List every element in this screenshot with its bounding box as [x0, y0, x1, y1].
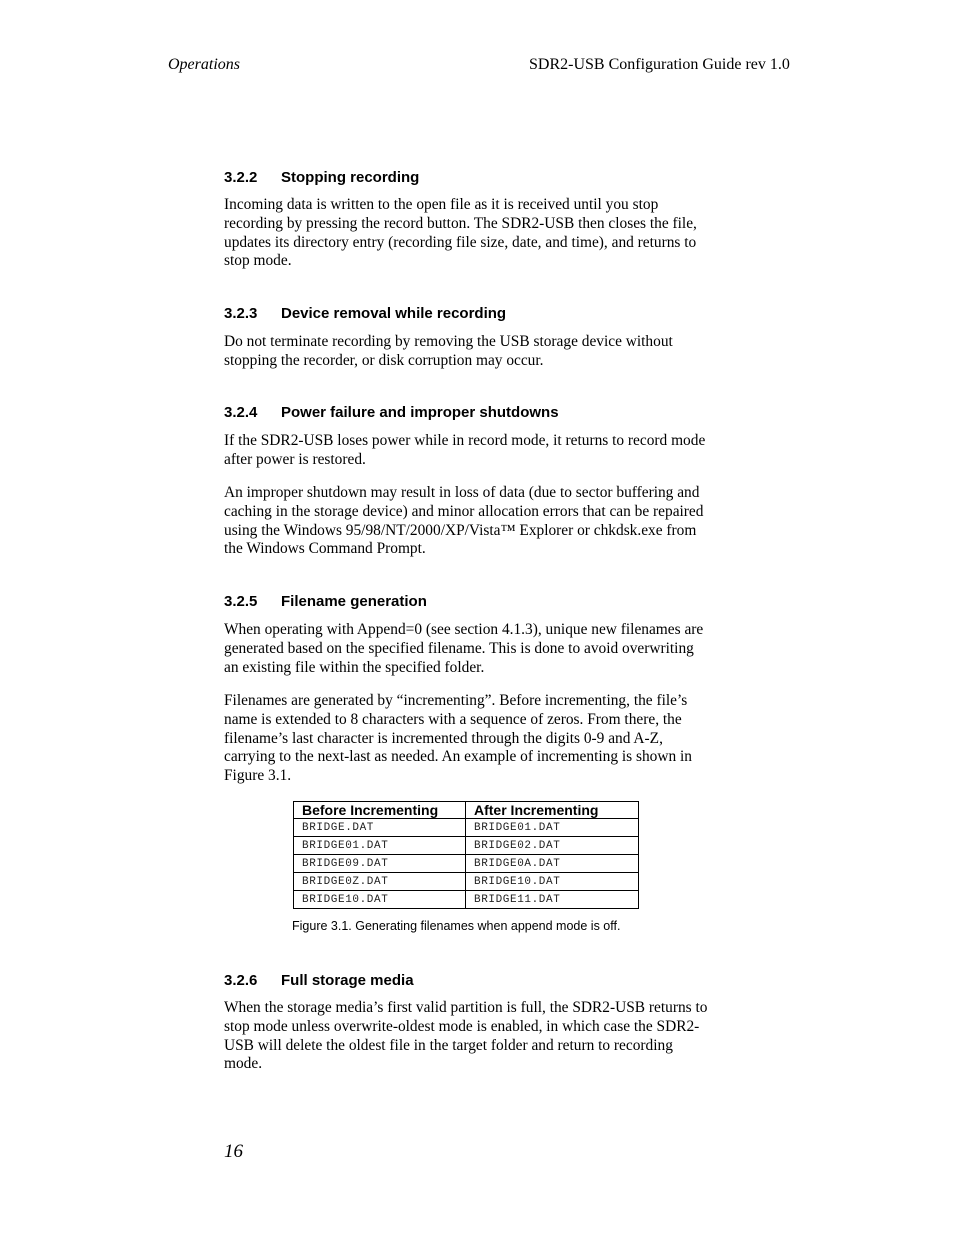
after-filename: BRIDGE02.DAT — [466, 837, 639, 855]
section-title: Stopping recording — [281, 169, 420, 186]
table-row — [294, 873, 639, 891]
paragraph: An improper shutdown may result in loss of data (due to sector buffering and caching in the storage device) and minor allocation errors that can be repaired using the Windows 95/98/NT/2000/XP/Vista™ Explorer or chkdsk.exe from the Windows Command Prompt. — [224, 484, 704, 558]
before-filename: BRIDGE01.DAT — [294, 837, 466, 855]
section-heading-3-2-2 — [224, 169, 419, 186]
section-heading-3-2-5 — [224, 593, 427, 610]
column-header-after: After Incrementing — [466, 802, 639, 819]
paragraph: Do not terminate recording by removing the USB storage device without stopping the recorder, or disk corruption may occur. — [224, 333, 673, 369]
section-number: 3.2.4 — [224, 404, 258, 421]
section-title: Device removal while recording — [281, 305, 507, 322]
filename-increment-table — [293, 801, 639, 909]
paragraph: When operating with Append=0 (see section 4.1.3), unique new filenames are generated based on the specified filename. This is done to avoid overwriting an existing file within the specified folder. — [224, 621, 704, 676]
section-heading-3-2-3 — [224, 305, 506, 322]
section-number: 3.2.2 — [224, 169, 258, 186]
paragraph: If the SDR2-USB loses power while in record mode, it returns to record mode after power is restored. — [224, 432, 706, 468]
before-filename: BRIDGE10.DAT — [294, 891, 466, 909]
paragraph: Incoming data is written to the open file as it is received until you stop recording by pressing the record button. The SDR2-USB then closes the file, updates its directory entry (recording file size, date, and time), and returns to stop mode. — [224, 196, 697, 270]
after-filename: BRIDGE10.DAT — [466, 873, 639, 891]
running-header-title: SDR2-USB Configuration Guide rev 1.0 — [529, 56, 790, 73]
page-number: 16 — [224, 1141, 243, 1162]
paragraph: Filenames are generated by “incrementing”. Before incrementing, the file’s name is extended to 8 characters with a sequence of zeros. From there, the filename’s last character is incremented through the digits 0-9 and A-Z, carrying to the next-last as needed. An example of incrementing is shown in Figure 3.1. — [224, 692, 693, 785]
table-row — [294, 855, 639, 873]
after-filename: BRIDGE11.DAT — [466, 891, 639, 909]
column-header-before: Before Incrementing — [294, 802, 466, 819]
paragraph: When the storage media’s first valid partition is full, the SDR2-USB returns to stop mode unless overwrite-oldest mode is enabled, in which case the SDR2-USB will delete the oldest file in the target folder and return to recording mode. — [224, 999, 708, 1073]
section-heading-3-2-6 — [224, 972, 414, 989]
section-number: 3.2.6 — [224, 972, 258, 989]
after-filename: BRIDGE0A.DAT — [466, 855, 639, 873]
table-row — [294, 819, 639, 837]
before-filename: BRIDGE.DAT — [294, 819, 466, 837]
section-title: Power failure and improper shutdowns — [281, 404, 559, 421]
section-heading-3-2-4 — [224, 404, 559, 421]
before-filename: BRIDGE09.DAT — [294, 855, 466, 873]
after-filename: BRIDGE01.DAT — [466, 819, 639, 837]
table-header-row — [294, 802, 639, 819]
table-row — [294, 837, 639, 855]
section-title: Full storage media — [281, 972, 414, 989]
section-number: 3.2.5 — [224, 593, 258, 610]
figure-caption: Figure 3.1. Generating filenames when append mode is off. — [292, 919, 621, 933]
table-row — [294, 891, 639, 909]
section-number: 3.2.3 — [224, 305, 258, 322]
running-header-section: Operations — [168, 56, 240, 73]
before-filename: BRIDGE0Z.DAT — [294, 873, 466, 891]
section-title: Filename generation — [281, 593, 427, 610]
